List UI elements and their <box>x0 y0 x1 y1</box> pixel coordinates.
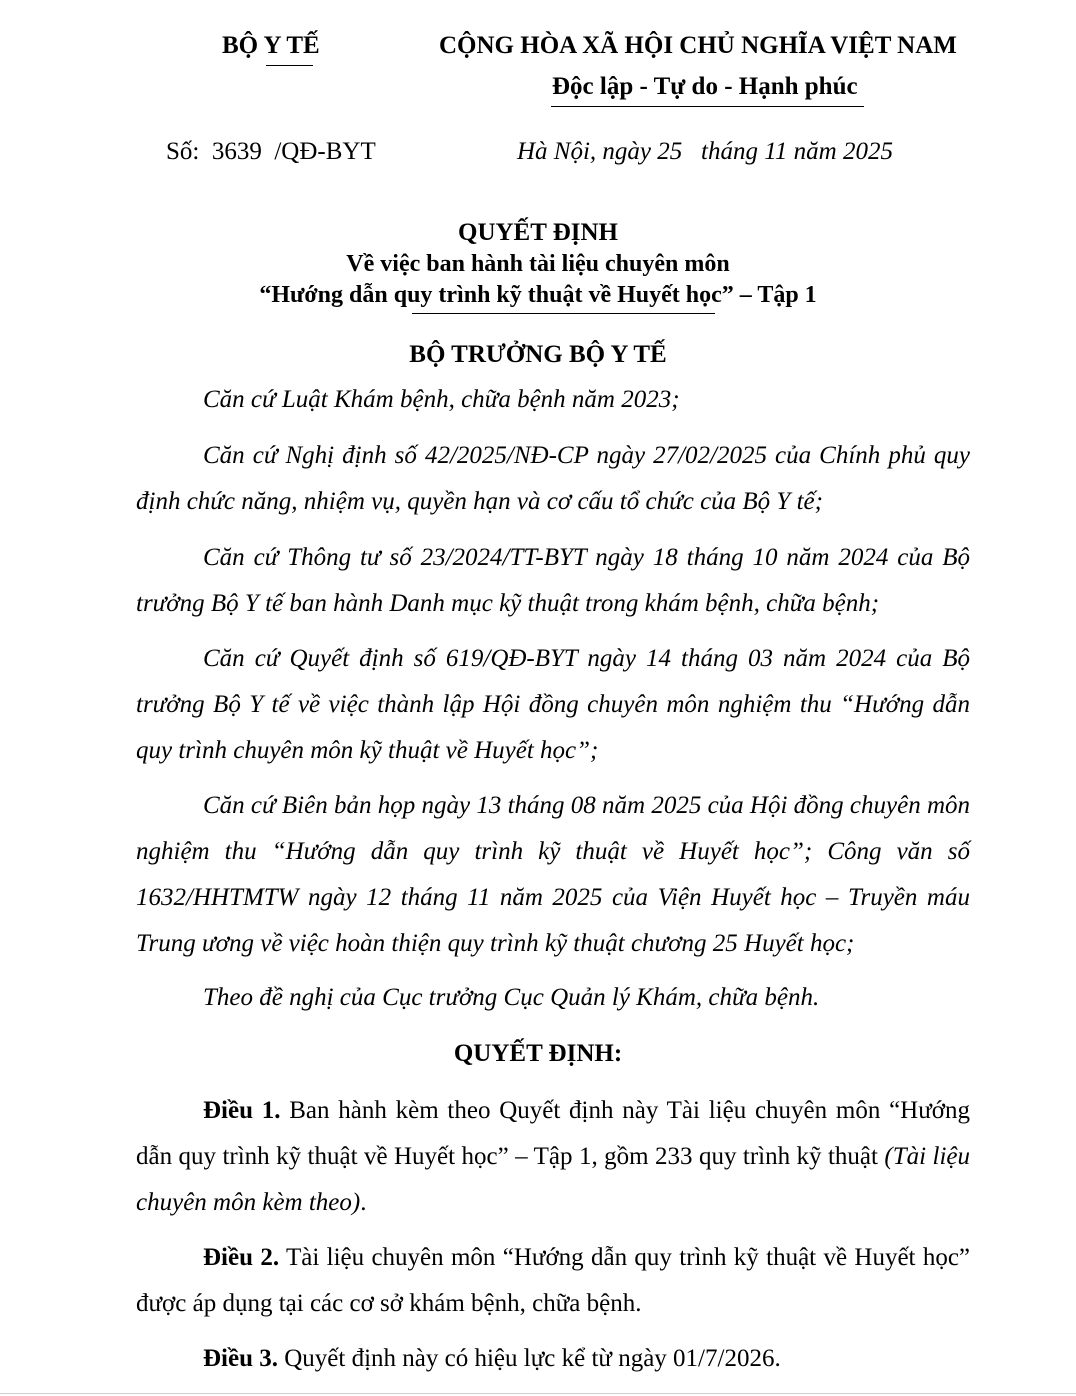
preamble-paragraph: Theo đề nghị của Cục trưởng Cục Quản lý Khám, chữa bệnh. <box>203 984 820 1011</box>
motto-underline <box>551 106 864 107</box>
article-1 <box>136 1088 970 1226</box>
date-year: 2025 <box>842 138 893 165</box>
decision-title: QUYẾT ĐỊNH <box>458 219 618 246</box>
article-3 <box>136 1336 970 1382</box>
document-number <box>166 138 376 166</box>
date-year-label: năm <box>793 138 837 165</box>
article-label: Điều 1. <box>203 1097 281 1124</box>
number-label: Số: <box>166 138 200 165</box>
article-text: Tài liệu chuyên môn “Hướng dẫn quy trình kỹ thuật về Huyết học” được áp dụng tại các cơ sở khám bệnh, chữa bệnh. <box>136 1244 971 1317</box>
number-suffix: /QĐ-BYT <box>274 138 376 165</box>
preamble-paragraph: Căn cứ Biên bản họp ngày 13 tháng 08 năm 2025 của Hội đồng chuyên môn nghiệm thu “Hướng dẫn quy trình kỹ thuật về Huyết học”; Công văn số 1632/HHTMTW ngày 12 tháng 11 năm 2025 của Viện Huyết học – Truyền máu Trung ương về việc hoàn thiện quy trình kỹ thuật chương 25 Huyết học; <box>136 792 971 957</box>
article-end: . <box>360 1189 367 1216</box>
preamble-paragraph: Căn cứ Thông tư số 23/2024/TT-BYT ngày 18 tháng 10 năm 2024 của Bộ trưởng Bộ Y tế ban hành Danh mục kỹ thuật trong khám bệnh, chữa bệnh; <box>136 544 970 617</box>
article-2 <box>136 1235 970 1327</box>
date-day: 25 <box>657 138 683 165</box>
date-place: Hà Nội, ngày <box>517 138 652 165</box>
authority-title: BỘ TRƯỞNG BỘ Y TẾ <box>409 341 667 368</box>
article-label: Điều 3. <box>203 1345 278 1372</box>
date-month: 11 <box>764 138 788 165</box>
national-motto: Độc lập - Tự do - Hạnh phúc <box>552 73 858 100</box>
decision-subtitle-line1: Về việc ban hành tài liệu chuyên môn <box>346 251 730 277</box>
article-text: Ban hành kèm theo Quyết định này Tài liệu chuyên môn “Hướng dẫn quy trình kỹ thuật về Huyết học” – Tập 1, gồm 233 quy trình kỹ thuật <box>136 1097 970 1170</box>
article-text: Quyết định này có hiệu lực kể từ ngày 01/7/2026. <box>284 1345 781 1372</box>
document-date <box>517 138 893 166</box>
number-value: 3639 <box>211 138 262 165</box>
page-bottom-border <box>0 1393 1076 1394</box>
article-note: (Tài liệu chuyên môn kèm theo) <box>136 1143 970 1216</box>
ministry-name: BỘ Y TẾ <box>222 32 320 59</box>
preamble-paragraph: Căn cứ Luật Khám bệnh, chữa bệnh năm 2023; <box>203 386 680 413</box>
decision-heading: QUYẾT ĐỊNH: <box>453 1040 623 1067</box>
date-month-label: tháng <box>701 138 758 165</box>
decision-subtitle-line2: “Hướng dẫn quy trình kỹ thuật về Huyết học” – Tập 1 <box>259 282 817 308</box>
preamble-paragraph: Căn cứ Quyết định số 619/QĐ-BYT ngày 14 tháng 03 năm 2024 của Bộ trưởng Bộ Y tế về việc thành lập Hội đồng chuyên môn nghiệm thu “Hướng dẫn quy trình chuyên môn kỹ thuật về Huyết học”; <box>136 645 970 764</box>
ministry-underline <box>266 65 313 66</box>
article-label: Điều 2. <box>203 1244 280 1271</box>
republic-name: CỘNG HÒA XÃ HỘI CHỦ NGHĨA VIỆT NAM <box>439 32 957 59</box>
title-underline <box>412 313 715 314</box>
preamble-paragraph: Căn cứ Nghị định số 42/2025/NĐ-CP ngày 27/02/2025 của Chính phủ quy định chức năng, nhiệm vụ, quyền hạn và cơ cấu tổ chức của Bộ Y tế; <box>136 442 970 515</box>
